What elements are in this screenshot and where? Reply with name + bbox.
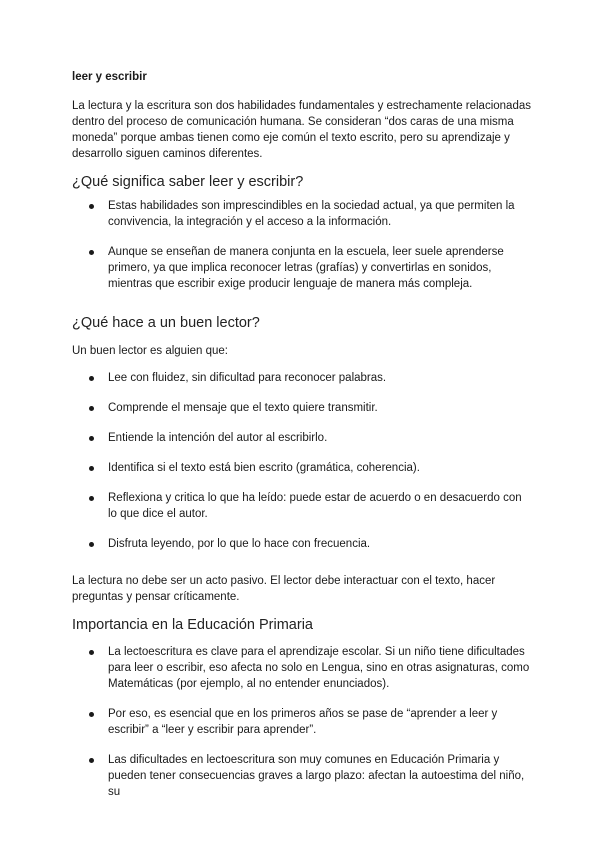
list-item-text: Comprende el mensaje que el texto quiere transmitir. bbox=[108, 402, 378, 414]
section-2-closing: La lectura no debe ser un acto pasivo. El lector debe interactuar con el texto, hacer preguntas y pensar críticamente. bbox=[72, 575, 496, 603]
bullet-icon bbox=[89, 466, 94, 471]
section-heading-saber-leer: ¿Qué significa saber leer y escribir? bbox=[72, 174, 304, 190]
bullet-icon bbox=[89, 376, 94, 381]
bullet-icon bbox=[89, 496, 94, 501]
list-item-text: Aunque se enseñan de manera conjunta en la escuela, leer suele aprenderse primero, ya que implica reconocer letras (grafías) y convertirlas en sonidos, mientras que escribir exige producir lenguaje de manera más compleja. bbox=[108, 246, 504, 290]
list-item-text: Estas habilidades son imprescindibles en la sociedad actual, ya que permiten la convivencia, la integración y el acceso a la información. bbox=[108, 200, 515, 228]
intro-paragraph: La lectura y la escritura son dos habilidades fundamentales y estrechamente relacionadas dentro del proceso de comunicación humana. Se consideran “dos caras de una misma moneda” porque ambas tienen como eje común el texto escrito, pero su aprendizaje y desarrollo siguen caminos diferentes. bbox=[72, 100, 531, 160]
list-item bbox=[72, 198, 532, 230]
list-item-text: Lee con fluidez, sin dificultad para reconocer palabras. bbox=[108, 372, 387, 384]
section-heading-buen-lector: ¿Qué hace a un buen lector? bbox=[72, 315, 260, 331]
section-2-list bbox=[72, 370, 532, 552]
bullet-icon bbox=[89, 542, 94, 547]
section-3-list bbox=[72, 644, 532, 800]
list-item bbox=[72, 244, 532, 292]
list-item-text: Identifica si el texto está bien escrito (gramática, coherencia). bbox=[108, 462, 420, 474]
bullet-icon bbox=[89, 406, 94, 411]
list-item-text: Por eso, es esencial que en los primeros años se pase de “aprender a leer y escribir” a “leer y escribir para aprender”. bbox=[108, 708, 498, 736]
list-item bbox=[72, 536, 532, 552]
list-item bbox=[72, 430, 532, 446]
bullet-icon bbox=[89, 712, 94, 717]
section-1-list bbox=[72, 198, 532, 292]
list-item-text: Entiende la intención del autor al escribirlo. bbox=[108, 432, 328, 444]
bullet-icon bbox=[89, 250, 94, 255]
list-item bbox=[72, 752, 532, 800]
list-item bbox=[72, 370, 532, 386]
list-item bbox=[72, 706, 532, 738]
section-heading-importancia: Importancia en la Educación Primaria bbox=[72, 617, 313, 633]
list-item bbox=[72, 460, 532, 476]
list-item bbox=[72, 400, 532, 416]
bullet-icon bbox=[89, 650, 94, 655]
list-item-text: Las dificultades en lectoescritura son muy comunes en Educación Primaria y pueden tener consecuencias graves a largo plazo: afectan la autoestima del niño, su bbox=[108, 754, 525, 798]
list-item-text: Disfruta leyendo, por lo que lo hace con frecuencia. bbox=[108, 538, 371, 550]
list-item bbox=[72, 490, 532, 522]
bullet-icon bbox=[89, 204, 94, 209]
bullet-icon bbox=[89, 436, 94, 441]
bullet-icon bbox=[89, 758, 94, 763]
document-title: leer y escribir bbox=[72, 71, 147, 83]
list-item bbox=[72, 644, 532, 692]
list-item-text: Reflexiona y critica lo que ha leído: puede estar de acuerdo o en desacuerdo con lo que dice el autor. bbox=[108, 492, 522, 520]
section-2-lead: Un buen lector es alguien que: bbox=[72, 345, 228, 357]
list-item-text: La lectoescritura es clave para el aprendizaje escolar. Si un niño tiene dificultades para leer o escribir, eso afecta no solo en Lengua, sino en otras asignaturas, como Matemáticas (por ejemplo, al no entender enunciados). bbox=[108, 646, 530, 690]
